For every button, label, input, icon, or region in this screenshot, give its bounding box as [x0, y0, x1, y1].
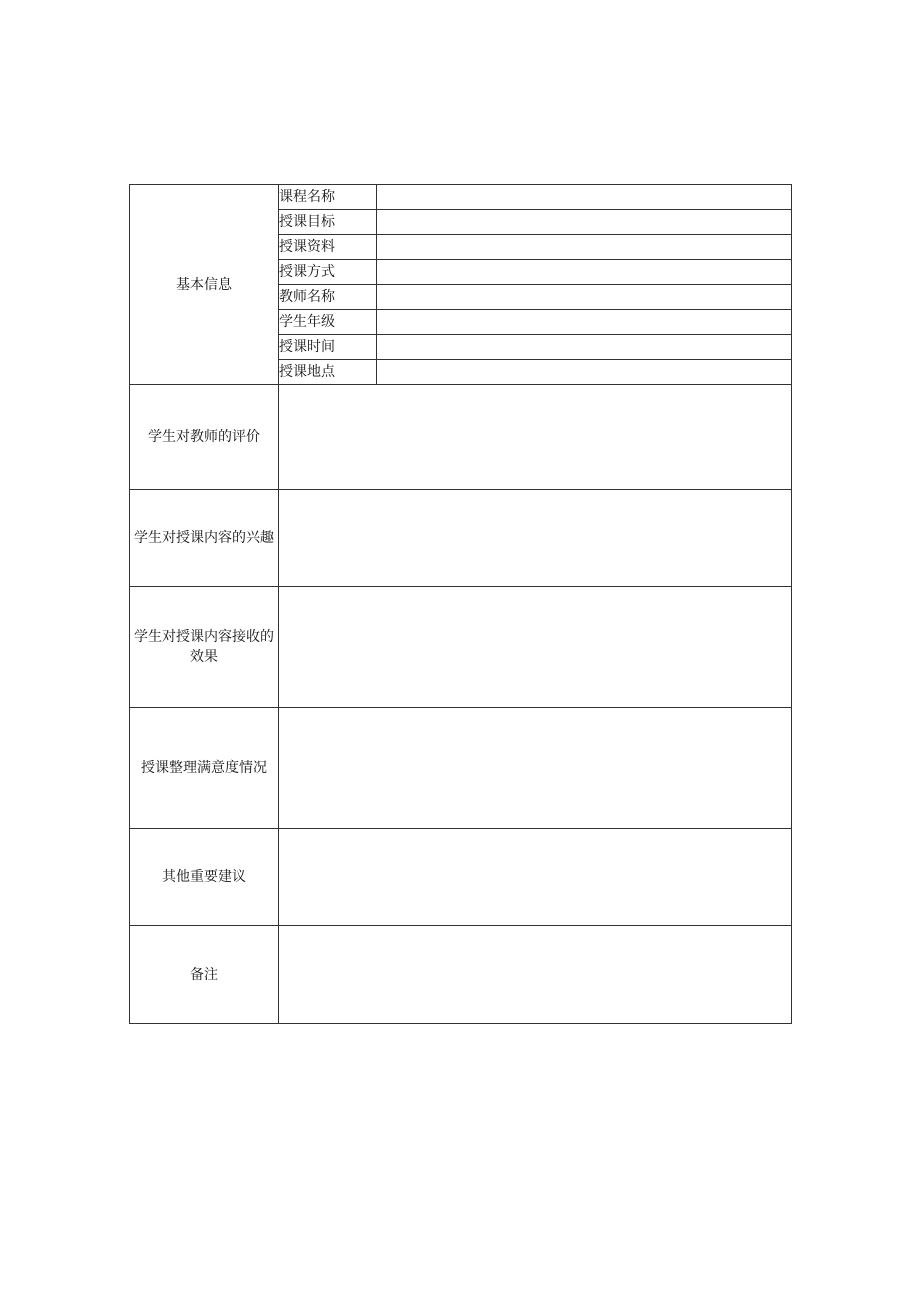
form-row-suggestions [130, 829, 792, 926]
section-value-suggestions[interactable] [279, 829, 792, 926]
basic-info-label: 基本信息 [130, 185, 279, 385]
field-value-teaching-time[interactable] [377, 335, 792, 360]
field-label-teaching-materials: 授课资料 [279, 235, 377, 260]
field-value-teaching-goal[interactable] [377, 210, 792, 235]
section-label-satisfaction: 授课整理满意度情况 [130, 708, 279, 829]
field-label-student-grade: 学生年级 [279, 310, 377, 335]
section-value-satisfaction[interactable] [279, 708, 792, 829]
section-label-content-interest: 学生对授课内容的兴趣 [130, 490, 279, 587]
field-value-course-name[interactable] [377, 185, 792, 210]
form-row-satisfaction [130, 708, 792, 829]
form-row-course-name [130, 185, 792, 210]
section-value-content-interest[interactable] [279, 490, 792, 587]
form-row-content-interest [130, 490, 792, 587]
field-label-teacher-name: 教师名称 [279, 285, 377, 310]
section-label-suggestions: 其他重要建议 [130, 829, 279, 926]
field-label-teaching-goal: 授课目标 [279, 210, 377, 235]
form-row-remarks [130, 926, 792, 1024]
form-row-teacher-evaluation [130, 385, 792, 490]
field-label-course-name: 课程名称 [279, 185, 377, 210]
form-row-content-reception [130, 587, 792, 708]
field-label-teaching-time: 授课时间 [279, 335, 377, 360]
section-label-remarks: 备注 [130, 926, 279, 1024]
field-value-student-grade[interactable] [377, 310, 792, 335]
field-label-teaching-location: 授课地点 [279, 360, 377, 385]
section-value-teacher-evaluation[interactable] [279, 385, 792, 490]
field-value-teaching-method[interactable] [377, 260, 792, 285]
field-value-teaching-location[interactable] [377, 360, 792, 385]
section-value-content-reception[interactable] [279, 587, 792, 708]
field-value-teacher-name[interactable] [377, 285, 792, 310]
field-value-teaching-materials[interactable] [377, 235, 792, 260]
course-feedback-form [129, 184, 792, 1024]
section-label-content-reception: 学生对授课内容接收的效果 [130, 587, 279, 708]
field-label-teaching-method: 授课方式 [279, 260, 377, 285]
section-value-remarks[interactable] [279, 926, 792, 1024]
section-label-teacher-evaluation: 学生对教师的评价 [130, 385, 279, 490]
